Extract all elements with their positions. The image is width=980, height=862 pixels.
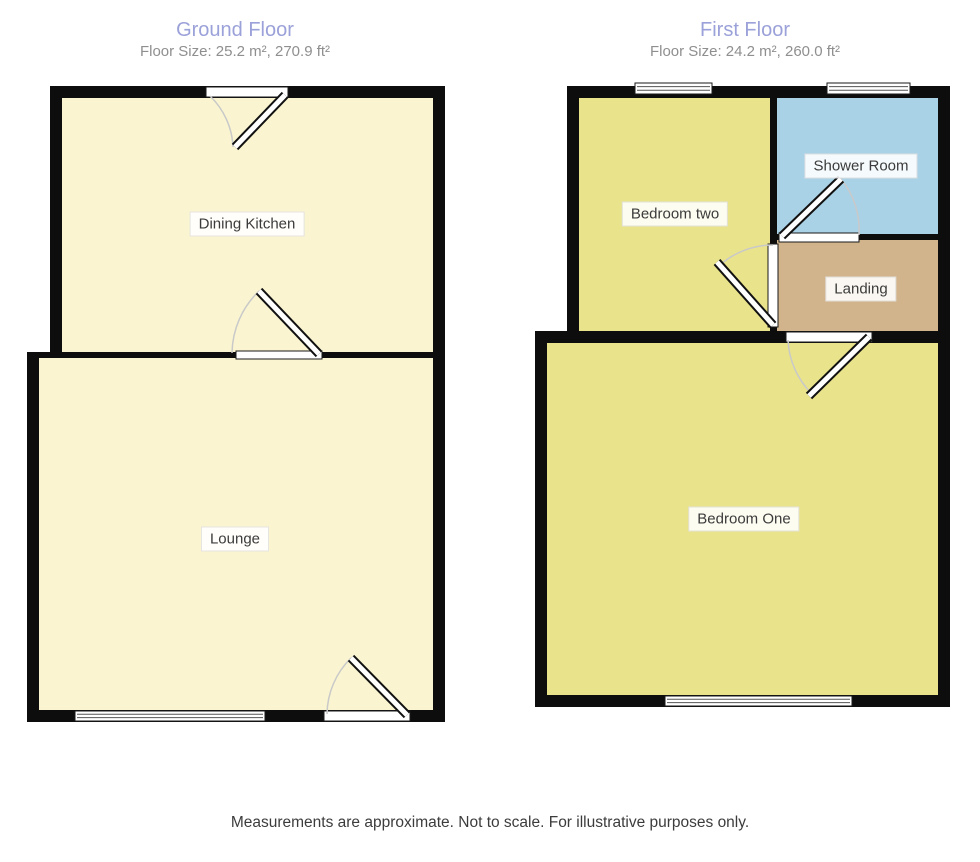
window-lounge [75, 711, 265, 721]
first-floor-title: First Floor [700, 19, 790, 41]
room-label-dining-kitchen: Dining Kitchen [190, 212, 305, 237]
window-shower-room [827, 83, 910, 94]
room-label-landing: Landing [825, 277, 896, 302]
room-label-lounge: Lounge [201, 527, 269, 552]
room-label-shower-room: Shower Room [804, 154, 917, 179]
first-floor-size: Floor Size: 24.2 m², 260.0 ft² [649, 43, 841, 60]
disclaimer-text: Measurements are approximate. Not to scale. For illustrative purposes only. [230, 814, 750, 831]
ground-floor-title: Ground Floor [176, 19, 294, 41]
window-bedroom-two [635, 83, 712, 94]
window-bedroom-one [665, 696, 852, 706]
room-label-bedroom-one: Bedroom One [688, 507, 799, 532]
ground-floor-plan [27, 86, 445, 722]
ground-floor-size: Floor Size: 25.2 m², 270.9 ft² [139, 43, 331, 60]
room-label-bedroom-two: Bedroom two [622, 202, 728, 227]
